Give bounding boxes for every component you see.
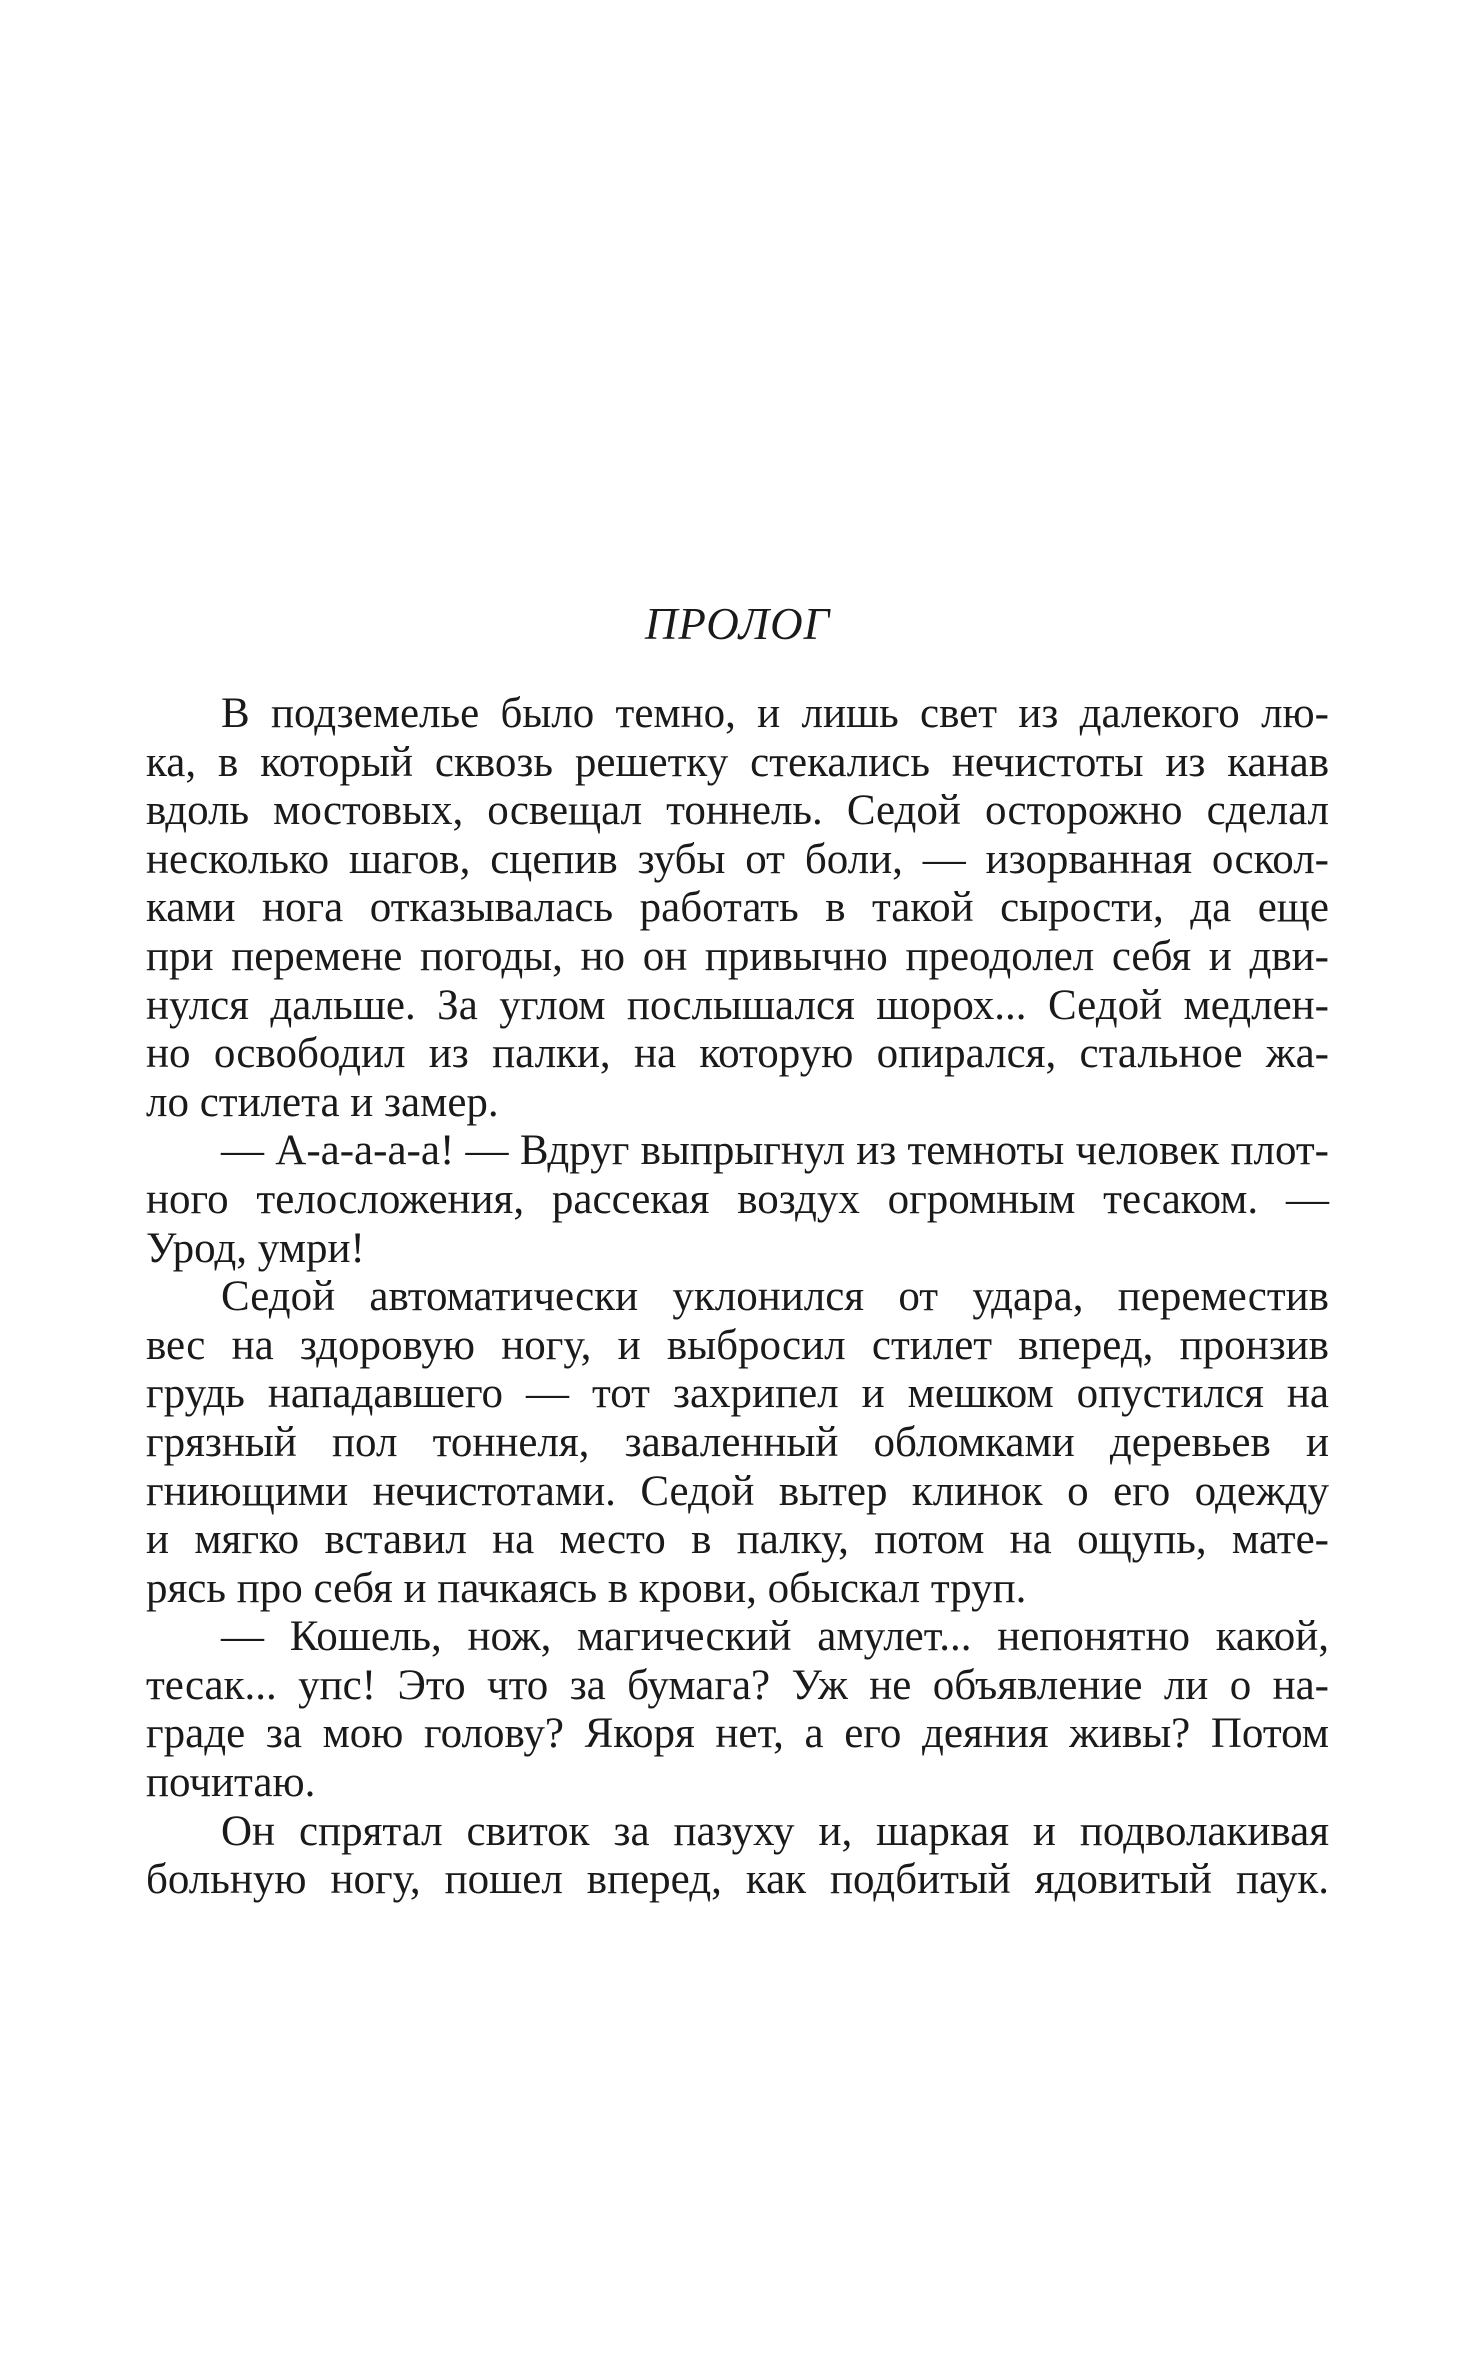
text-line: — А-а-а-а-а! — Вдруг выпрыгнул из темноты человек плот- — [221, 1127, 1329, 1175]
text-line: тесак... упс! Это что за бумага? Уж не объявление ли о на- — [146, 1661, 1329, 1709]
text-line: вес на здоровую ногу, и выбросил стилет вперед, пронзив — [146, 1321, 1329, 1369]
text-line: ками нога отказывалась работать в такой сырости, да еще — [146, 884, 1329, 932]
text-line: вдоль мостовых, освещал тоннель. Седой осторожно сделал — [146, 787, 1329, 835]
text-line: грудь нападавшего — тот захрипел и мешком опустился на — [146, 1370, 1329, 1418]
text-line: нулся дальше. За углом послышался шорох... Седой медлен- — [146, 981, 1329, 1029]
text-line: Седой автоматически уклонился от удара, переместив — [221, 1273, 1329, 1321]
text-line: несколько шагов, сцепив зубы от боли, — изорванная оскол- — [146, 835, 1329, 883]
text-line: Он спрятал свиток за пазуху и, шаркая и подволакивая — [221, 1807, 1329, 1855]
text-line: почитаю. — [146, 1759, 316, 1807]
text-line: ка, в который сквозь решетку стекались нечистоты из канав — [146, 738, 1329, 786]
text-line: больную ногу, пошел вперед, как подбитый ядовитый паук. — [146, 1856, 1329, 1904]
chapter-title: ПРОЛОГ — [644, 599, 831, 649]
text-line: грязный пол тоннеля, заваленный обломками деревьев и — [146, 1418, 1329, 1466]
text-line: В подземелье было темно, и лишь свет из далекого лю- — [221, 690, 1329, 737]
text-line: и мягко вставил на место в палку, потом на ощупь, мате- — [146, 1516, 1329, 1564]
text-line: граде за мою голову? Якоря нет, а его деяния живы? Потом — [146, 1710, 1329, 1758]
text-line: при перемене погоды, но он привычно преодолел себя и дви- — [146, 932, 1329, 980]
text-line: ного телосложения, рассекая воздух огромным тесаком. — — [146, 1175, 1329, 1223]
text-line: рясь про себя и пачкаясь в крови, обыскал труп. — [146, 1564, 1027, 1612]
text-line: ло стилета и замер. — [146, 1078, 499, 1126]
text-line: — Кошель, нож, магический амулет... непонятно какой, — [221, 1613, 1329, 1661]
text-line: гниющими нечистотами. Седой вытер клинок о его одежду — [146, 1467, 1329, 1515]
text-line: но освободил из палки, на которую опирался, стальное жа- — [146, 1030, 1329, 1078]
text-line: Урод, умри! — [146, 1224, 365, 1272]
body-text — [146, 690, 1329, 1905]
